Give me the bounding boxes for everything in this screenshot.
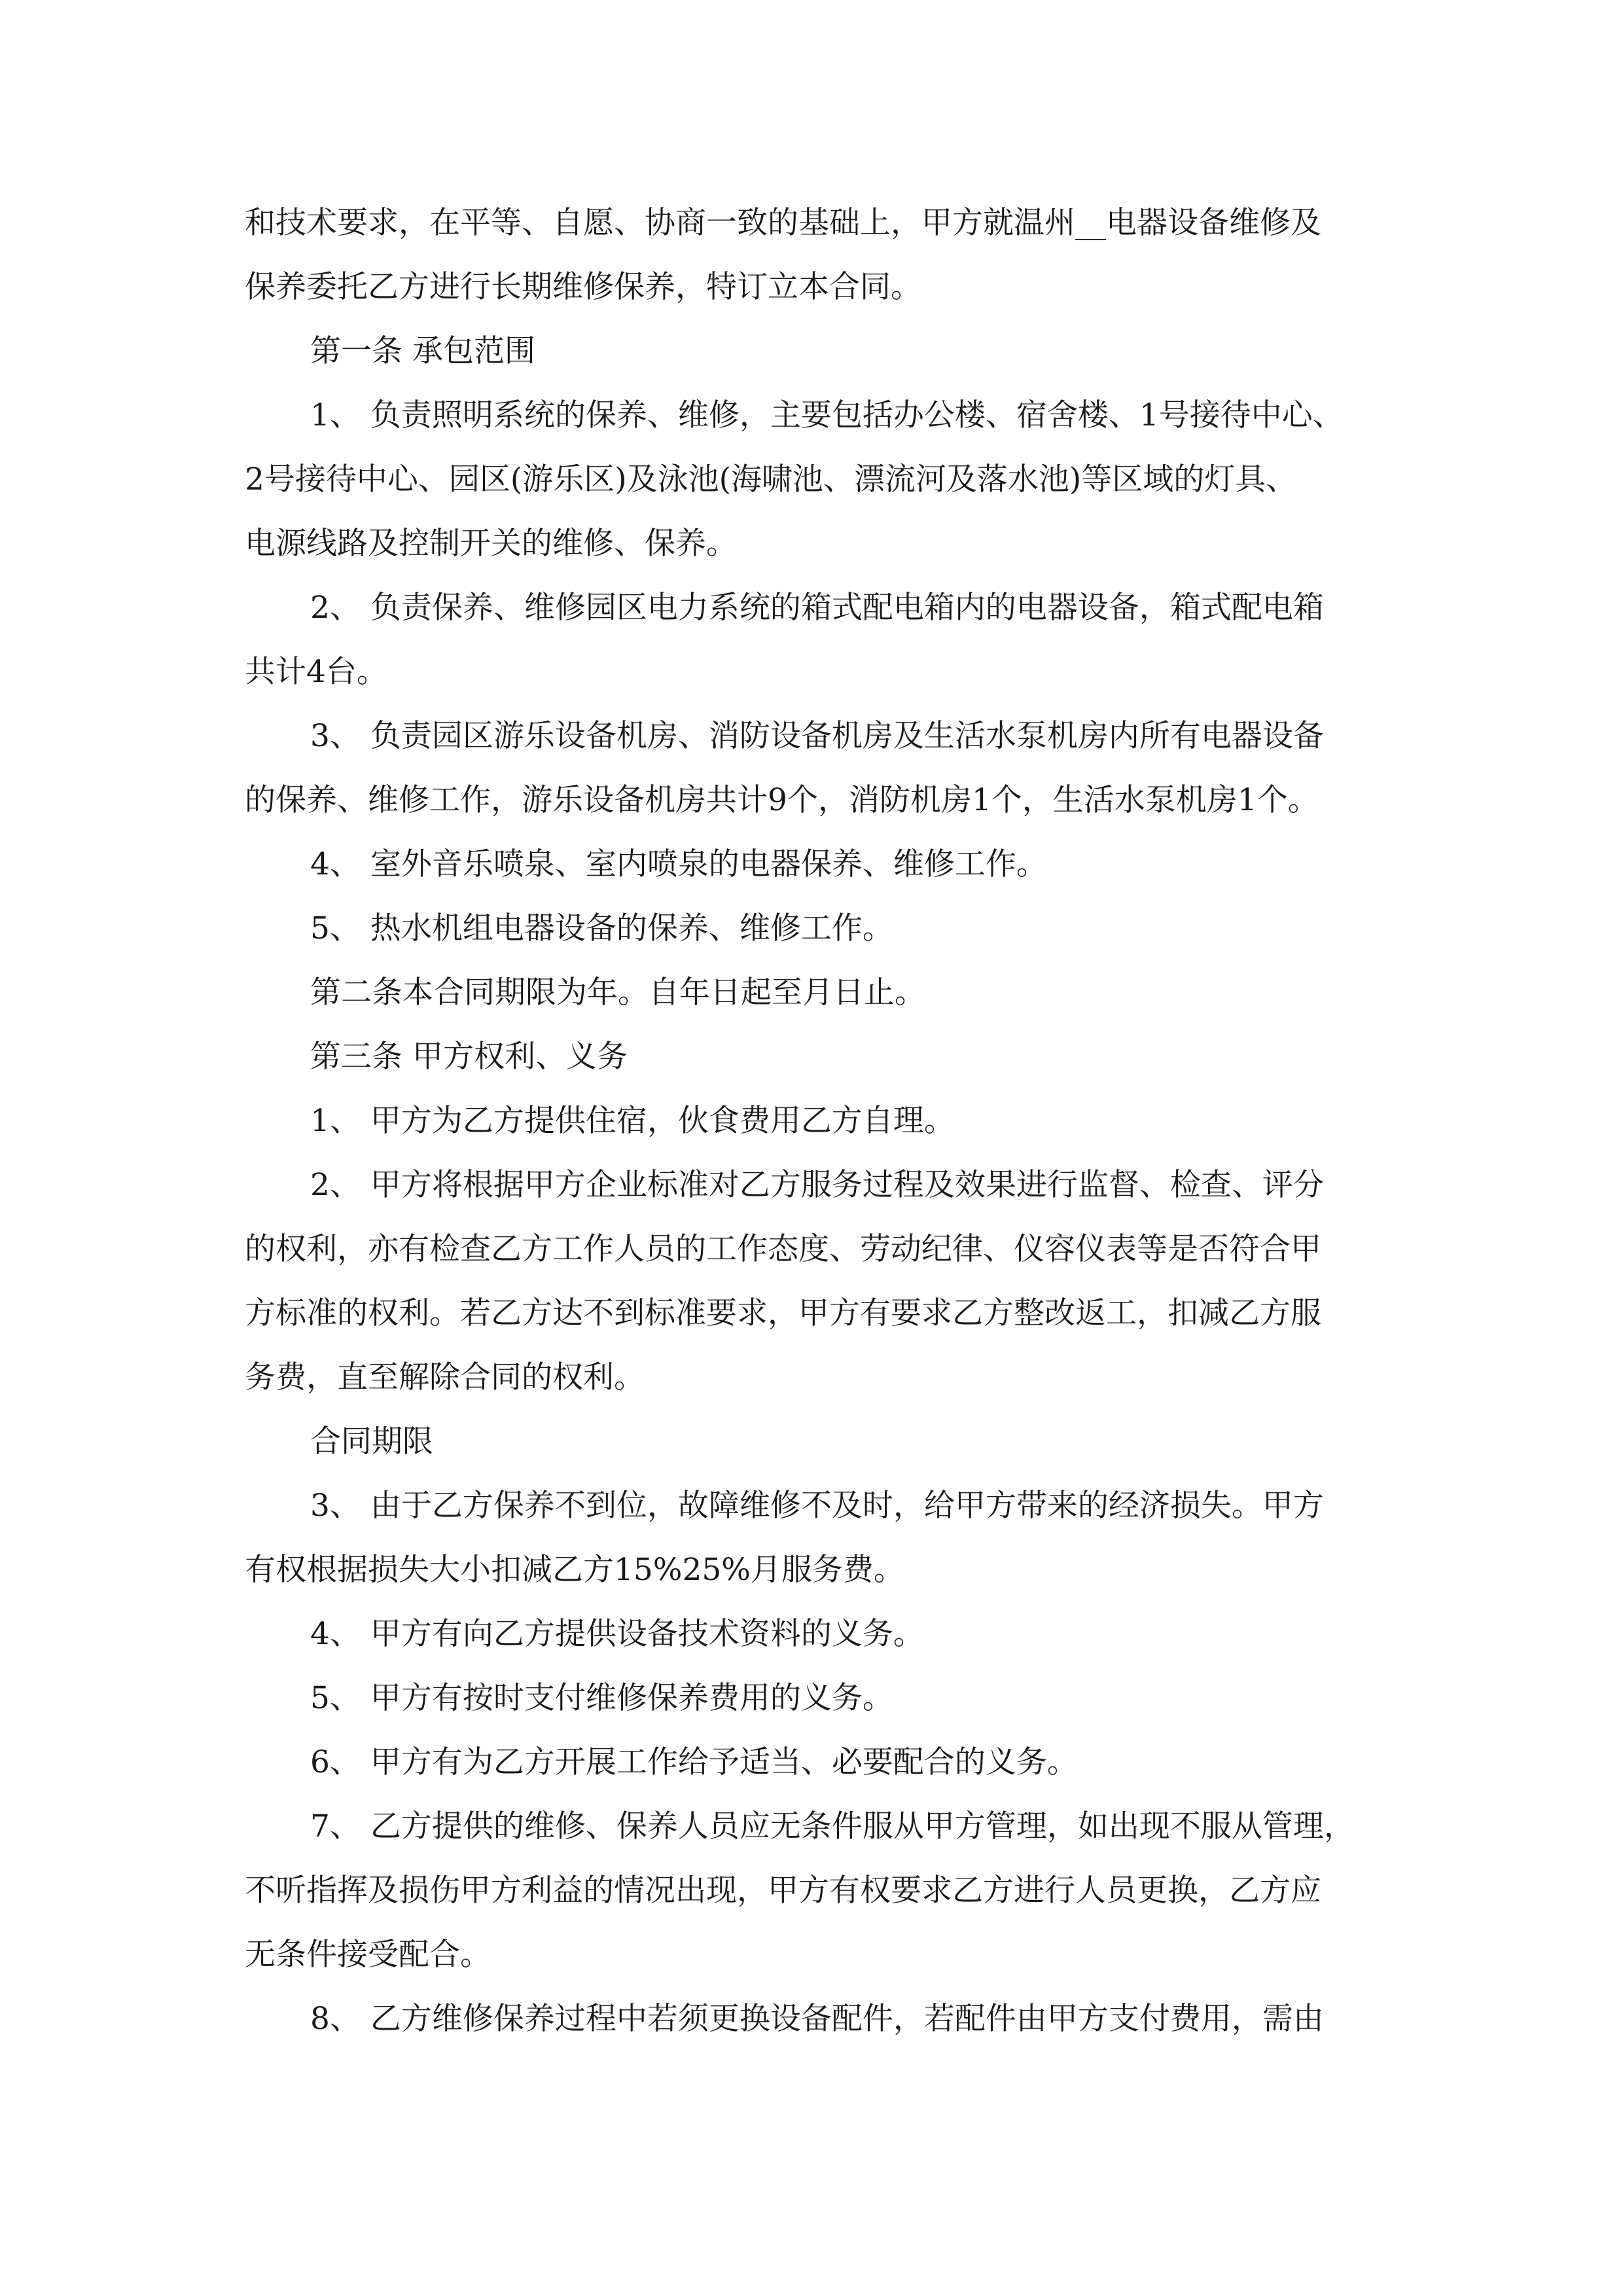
text-line-2: 保养委托乙方进行长期维修保养，特订立本合同。 xyxy=(245,269,921,305)
text-line-10: 的保养、维修工作，游乐设备机房共计9个，消防机房1个，生活水泵机房1个。 xyxy=(245,782,1319,818)
text-line-19: 务费，直至解除合同的权利。 xyxy=(245,1359,645,1395)
text-line-12: 5、 热水机组电器设备的保养、维修工作。 xyxy=(310,910,893,946)
text-line-11: 4、 室外音乐喷泉、室内喷泉的电器保养、维修工作。 xyxy=(310,846,1047,882)
text-line-23: 4、 甲方有向乙方提供设备技术资料的义务。 xyxy=(310,1616,924,1652)
section-heading-2: 第二条本合同期限为年。自年日起至月日止。 xyxy=(310,975,925,1011)
text-line-27: 不听指挥及损伤甲方利益的情况出现，甲方有权要求乙方进行人员更换，乙方应 xyxy=(245,1873,1321,1909)
section-heading-1: 第一条 承包范围 xyxy=(310,333,535,369)
text-line-9: 3、 负责园区游乐设备机房、消防设备机房及生活水泵机房内所有电器设备 xyxy=(310,718,1324,754)
text-line-24: 5、 甲方有按时支付维修保养费用的义务。 xyxy=(310,1680,893,1716)
document-body xyxy=(245,191,1381,2051)
text-line-8: 共计4台。 xyxy=(245,654,387,690)
text-line-18: 方标准的权利。若乙方达不到标准要求，甲方有要求乙方整改返工，扣减乙方服 xyxy=(245,1295,1321,1331)
text-line-7: 2、 负责保养、维修园区电力系统的箱式配电箱内的电器设备，箱式配电箱 xyxy=(310,590,1324,626)
text-line-28: 无条件接受配合。 xyxy=(245,1937,491,1973)
text-line-16: 2、 甲方将根据甲方企业标准对乙方服务过程及效果进行监督、检查、评分 xyxy=(310,1167,1324,1203)
text-line-4: 1、 负责照明系统的保养、维修，主要包括办公楼、宿舍楼、1号接待中心、 xyxy=(310,397,1344,433)
text-line-15: 1、 甲方为乙方提供住宿，伙食费用乙方自理。 xyxy=(310,1103,955,1139)
text-line-22: 有权根据损失大小扣减乙方15%25%月服务费。 xyxy=(245,1552,904,1588)
text-line-26: 7、 乙方提供的维修、保养人员应无条件服从甲方管理，如出现不服从管理， xyxy=(310,1808,1355,1844)
text-line-25: 6、 甲方有为乙方开展工作给予适当、必要配合的义务。 xyxy=(310,1744,1078,1780)
text-line-6: 电源线路及控制开关的维修、保养。 xyxy=(245,526,737,562)
text-line-5: 2号接待中心、园区(游乐区)及泳池(海啸池、漂流河及落水池)等区域的灯具、 xyxy=(245,461,1297,497)
section-heading-3: 第三条 甲方权利、义务 xyxy=(310,1039,628,1075)
text-line-29: 8、 乙方维修保养过程中若须更换设备配件，若配件由甲方支付费用，需由 xyxy=(310,2001,1324,2037)
section-heading-4: 合同期限 xyxy=(310,1424,433,1460)
text-line-1: 和技术要求，在平等、自愿、协商一致的基础上，甲方就温州__电器设备维修及 xyxy=(245,205,1321,241)
text-line-17: 的权利，亦有检查乙方工作人员的工作态度、劳动纪律、仪容仪表等是否符合甲 xyxy=(245,1231,1321,1267)
text-line-21: 3、 由于乙方保养不到位，故障维修不及时，给甲方带来的经济损失。甲方 xyxy=(310,1488,1324,1524)
